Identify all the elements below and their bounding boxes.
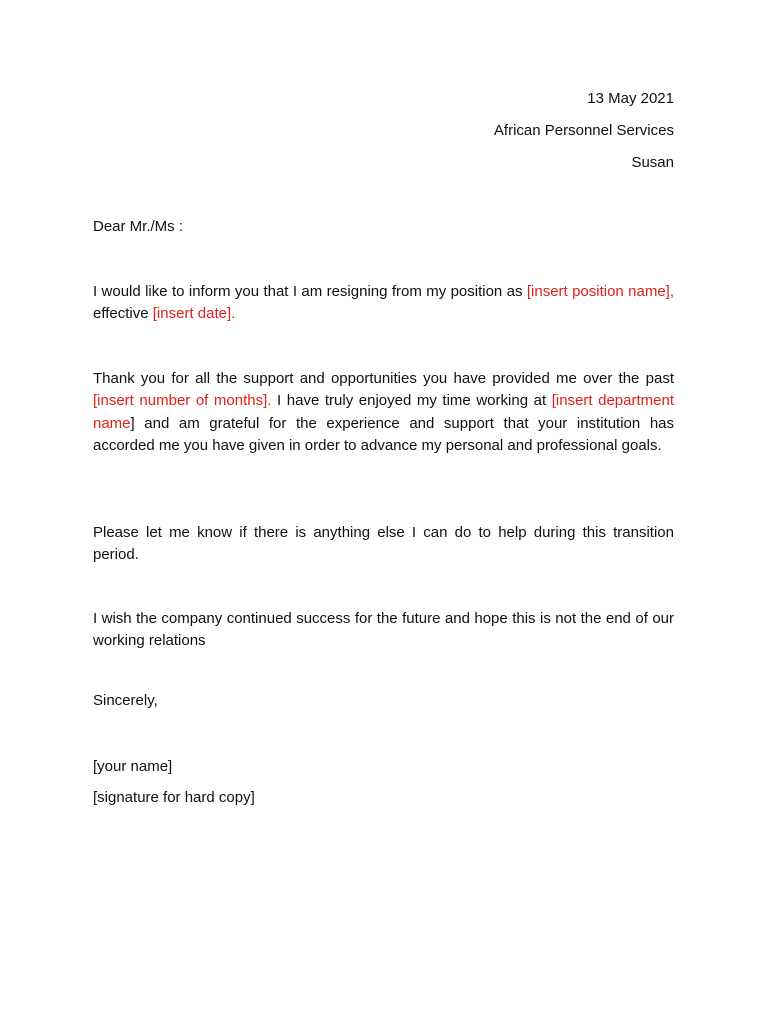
letter-date: 13 May 2021 (587, 90, 674, 107)
p2-text-2: I have truly enjoyed my time working at (271, 392, 552, 410)
paragraph-transition: Please let me know if there is anything else I can do to help during this transition period. (93, 524, 674, 564)
department-placeholder: [insert department name (93, 392, 674, 432)
closing: Sincerely, (93, 692, 158, 709)
recipient-name: Susan (631, 154, 674, 171)
p1-text-1: I would like to inform you that I am resigning from my position as (93, 283, 527, 300)
paragraph-thanks (93, 368, 674, 457)
paragraph-resignation (93, 281, 674, 326)
position-placeholder: [insert position name], (526, 283, 675, 300)
salutation: Dear Mr./Ms : (93, 218, 184, 235)
p2-text-1: Thank you for all the support and opportunities you have provided me over the past (93, 370, 674, 387)
months-placeholder: [insert number of months]. (93, 392, 272, 410)
name-placeholder: [your name] (93, 758, 173, 775)
date-placeholder: [insert date]. (152, 305, 236, 323)
signature-placeholder: [signature for hard copy] (93, 789, 255, 806)
paragraph-wishes: I wish the company continued success for the future and hope this is not the end of our working relations (93, 610, 674, 650)
company-name: African Personnel Services (493, 122, 674, 139)
p2-text-3: ] and am grateful for the experience and support that your institution has accorded me you have given in order to advance my personal and professional goals. (93, 414, 674, 454)
p1-text-2: effective (93, 305, 153, 323)
